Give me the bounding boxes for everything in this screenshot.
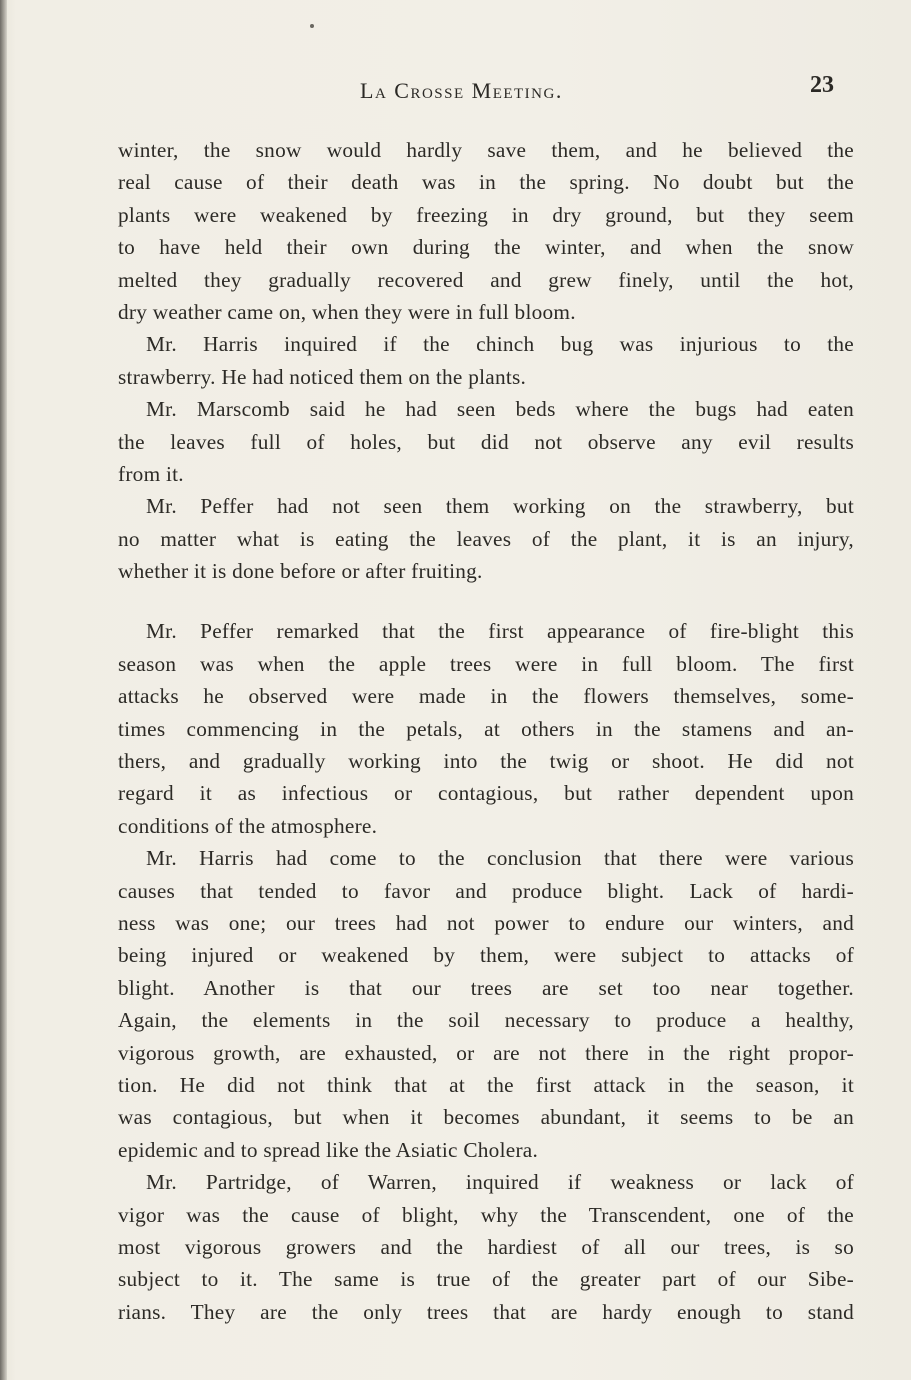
text-line: from it.: [118, 461, 184, 486]
text-line: Mr. Peffer remarked that the first appearance of fire-blight this: [146, 619, 854, 644]
text-line: vigorous growth, are exhausted, or are not there in the right propor-: [118, 1040, 854, 1065]
text-line: tion. He did not think that at the first attack in the season, it: [118, 1072, 854, 1097]
page-binding-edge: [0, 0, 7, 1380]
text-line: epidemic and to spread like the Asiatic Cholera.: [118, 1137, 539, 1162]
paragraph-peffer-strawberry: [118, 490, 854, 587]
text-line: Mr. Peffer had not seen them working on the strawberry, but: [146, 494, 854, 519]
text-line: melted they gradually recovered and grew finely, until the hot,: [118, 267, 854, 292]
text-line: real cause of their death was in the spring. No doubt but the: [118, 170, 854, 195]
page-number: 23: [810, 72, 834, 98]
text-line: causes that tended to favor and produce blight. Lack of hardi-: [118, 878, 854, 903]
text-line: season was when the apple trees were in full bloom. The first: [118, 651, 854, 676]
text-line: ness was one; our trees had not power to endure our winters, and: [118, 910, 854, 935]
text-line: plants were weakened by freezing in dry ground, but they seem: [118, 202, 854, 227]
text-line: conditions of the atmosphere.: [118, 813, 378, 838]
text-line: most vigorous growers and the hardiest of all our trees, is so: [118, 1234, 854, 1259]
text-line: attacks he observed were made in the flowers themselves, some-: [118, 684, 854, 709]
paragraph-marscomb: [118, 393, 854, 490]
section-gap: [118, 587, 854, 615]
paragraph-peffer-fire-blight: [118, 615, 854, 842]
running-head: La Crosse Meeting.: [360, 78, 563, 103]
text-line: being injured or weakened by them, were subject to attacks of: [118, 943, 854, 968]
text-line: Again, the elements in the soil necessary to produce a healthy,: [118, 1008, 854, 1033]
paragraph-partridge: [118, 1166, 854, 1328]
text-line: the leaves full of holes, but did not observe any evil results: [118, 429, 854, 454]
text-line: times commencing in the petals, at others in the stamens and an-: [118, 716, 854, 741]
text-line: winter, the snow would hardly save them, and he believed the: [118, 138, 854, 162]
text-line: vigor was the cause of blight, why the Transcendent, one of the: [118, 1202, 854, 1227]
text-line: dry weather came on, when they were in full bloom.: [118, 299, 576, 324]
paragraph-harris-chinch-bug: [118, 328, 854, 393]
text-line: thers, and gradually working into the twig or shoot. He did not: [118, 749, 854, 774]
text-line: regard it as infectious or contagious, but rather dependent upon: [118, 781, 854, 806]
paragraph-harris-blight-causes: [118, 842, 854, 1166]
body-text: [118, 134, 854, 1328]
text-line: to have held their own during the winter, and when the snow: [118, 235, 854, 260]
ink-speck: [310, 24, 314, 28]
text-line: blight. Another is that our trees are set too near together.: [118, 975, 854, 1000]
text-line: rians. They are the only trees that are hardy enough to stand: [118, 1299, 854, 1324]
paragraph-winter: [118, 134, 854, 328]
text-line: Mr. Harris had come to the conclusion that there were various: [146, 846, 854, 871]
text-line: Mr. Marscomb said he had seen beds where the bugs had eaten: [146, 397, 854, 422]
text-line: subject to it. The same is true of the greater part of our Sibe-: [118, 1267, 854, 1292]
text-line: was contagious, but when it becomes abundant, it seems to be an: [118, 1105, 854, 1130]
text-line: Mr. Harris inquired if the chinch bug was injurious to the: [146, 332, 854, 357]
text-line: whether it is done before or after fruiting.: [118, 559, 483, 584]
text-line: strawberry. He had noticed them on the plants.: [118, 364, 527, 389]
text-line: no matter what is eating the leaves of the plant, it is an injury,: [118, 526, 854, 551]
text-line: Mr. Partridge, of Warren, inquired if weakness or lack of: [146, 1170, 854, 1195]
